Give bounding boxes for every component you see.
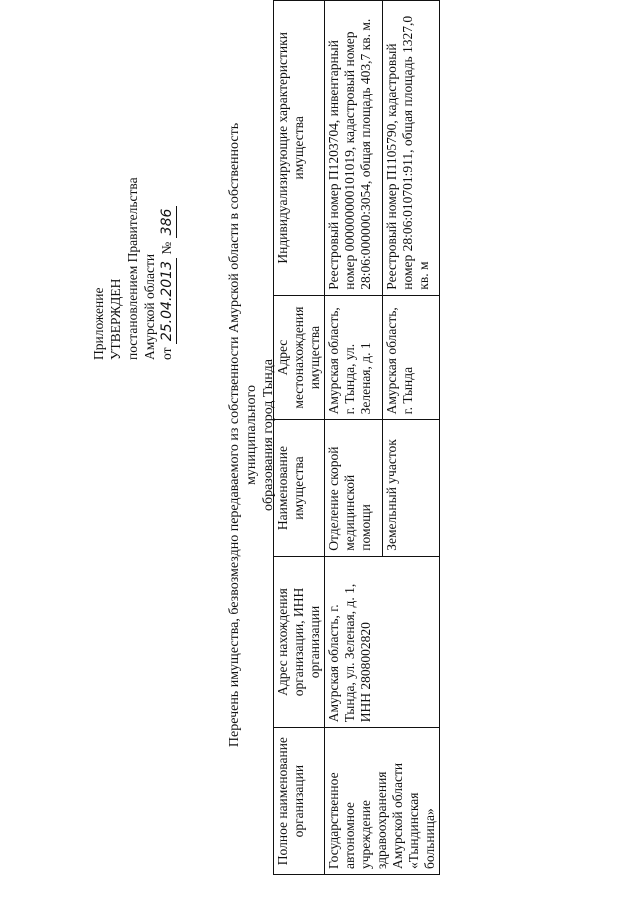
cell-asset-details: Реестровый номер П1105790, кадастровый номер 28:06:010701:911, общая площадь 1327,0 кв. м [382,1,440,296]
heading-line-2: образования город Тында [261,358,276,512]
cell-asset-name: Отделение скорой медицинской помощи [325,420,383,556]
approved-label: УТВЕРЖДЕН [108,278,123,360]
appendix-label: Приложение [91,287,106,360]
header-asset-address: Адрес местонахождения имущества [274,295,325,420]
header-org-address: Адрес нахождения организации, ИНН организации [274,556,325,728]
cell-asset-address: Амурская область, г. Тында [382,295,440,420]
handwritten-number: 386 [159,206,177,239]
cell-asset-details: Реестровый номер П1203704, инвентарный номер 000000000101019, кадастровый номер 28:06:000000:3054, общая площадь 403,7 кв. м. [325,1,383,296]
cell-org-address: Амурская область, г. Тында, ул. Зеленая, д. 1, ИНН 2808002820 [325,556,440,728]
date-prefix: от [159,347,174,360]
document-heading [226,85,277,785]
cell-asset-address: Амурская область, г. Тында, ул. Зеленая, д. 1 [325,295,383,420]
cell-asset-name: Земельный участок [382,420,440,556]
header-asset-details: Индивидуализирующие характеристики имущества [274,1,325,296]
number-sign: № [159,241,174,255]
resolution-label: постановлением Правительства [125,177,140,360]
header-org-name: Полное наименование организации [274,728,325,875]
date-line [158,177,177,360]
approval-block [90,177,177,360]
cell-org-name: Государственное автономное учреждение здравоохранения Амурской области «Тындинская больница» [325,728,440,875]
table-row [325,1,383,875]
region-label: Амурской области [142,253,157,360]
heading-line-1: Перечень имущества, безвозмездно передаваемого из собственности Амурской области в собственность муниципального [227,122,259,748]
header-asset-name: Наименование имущества [274,420,325,556]
handwritten-date: 25.04.2013 [159,258,177,344]
assets-table [273,0,440,875]
table-header-row [274,1,325,875]
